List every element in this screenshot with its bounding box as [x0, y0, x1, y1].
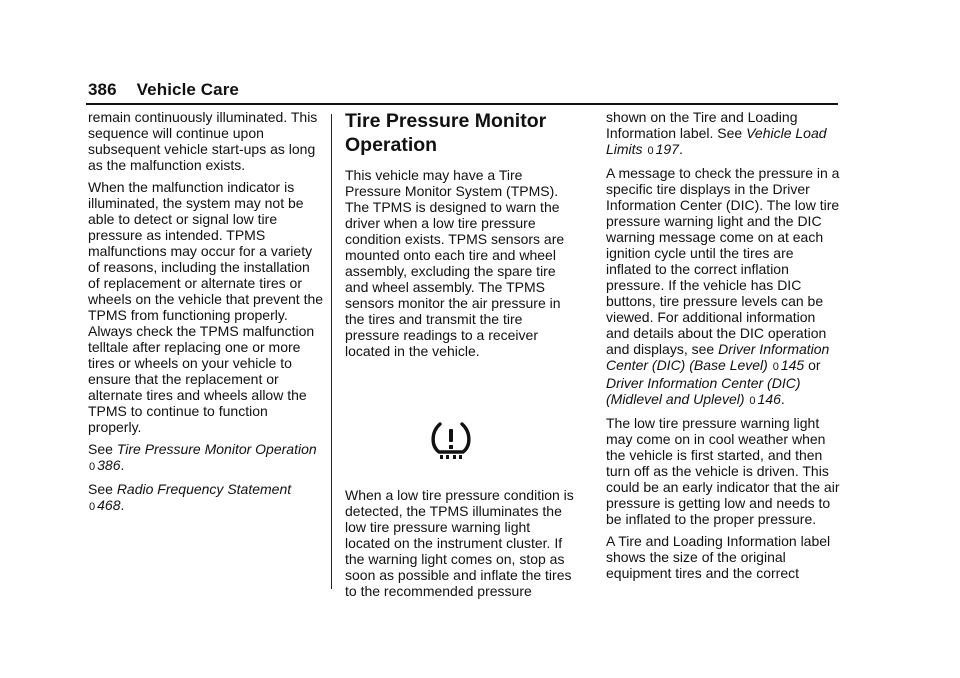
paragraph: When the malfunction indicator is illuminated, the system may not be able to detect or signal low tire pressure as intended. TPMS malfunctions may occur for a variety of reasons, including the installation of replacement or alternate tires or wheels on the vehicle that prevent the TPMS from functioning properly. Always check the TPMS malfunction telltale after replacing one or more tires or wheels on your vehicle to ensure that the replacement or alternate tires and wheels allow the TPMS to continue to function properly. — [88, 179, 324, 435]
cross-reference-link[interactable]: Radio Frequency Statement 0 468 — [89, 481, 292, 513]
paragraph: A Tire and Loading Information label shows the size of the original equipment tires and the correct — [606, 533, 831, 581]
cross-reference-link[interactable]: Vehicle Load Limits 0 197 — [606, 125, 827, 157]
column-divider — [331, 114, 332, 589]
section-heading: Tire Pressure Monitor Operation — [345, 110, 547, 156]
page-header — [88, 80, 239, 100]
cross-reference-link[interactable]: Driver Information Center (DIC) (Base Level) 0 145 — [606, 341, 830, 373]
cross-reference-link[interactable]: Driver Information Center (DIC) (Midlevel and Uplevel) 0 146 — [606, 375, 801, 407]
paragraph: shown on the Tire and Loading Information label. See Vehicle Load Limits 0 197. — [606, 109, 827, 157]
cross-reference: See Tire Pressure Monitor Operation 0 386. — [88, 441, 317, 473]
page-number: 386 — [88, 80, 117, 99]
right-column — [606, 109, 842, 587]
section-title: Vehicle Care — [136, 80, 239, 99]
middle-column — [345, 109, 577, 605]
header-divider — [86, 103, 838, 105]
page-arrow-icon: 0 — [647, 145, 654, 157]
page-arrow-icon: 0 — [749, 395, 756, 407]
low-tire-pressure-warning-icon — [429, 419, 473, 463]
left-column — [88, 109, 324, 521]
paragraph: The low tire pressure warning light may come on in cool weather when the vehicle is first started, and then turn off as the vehicle is driven. This could be an early indicator that the air pressure is getting low and needs to be inflated to the proper pressure. — [606, 415, 840, 527]
paragraph: remain continuously illuminated. This sequence will continue upon subsequent vehicle start-ups as long as the malfunction exists. — [88, 109, 318, 173]
page-arrow-icon: 0 — [89, 501, 96, 513]
cross-reference-link[interactable]: Tire Pressure Monitor Operation 0 386 — [89, 441, 317, 473]
paragraph: This vehicle may have a Tire Pressure Monitor System (TPMS). The TPMS is designed to warn the driver when a low tire pressure condition exists. TPMS sensors are mounted onto each tire and wheel assembly, excluding the spare tire and wheel assembly. The TPMS sensors monitor the air pressure in the tires and transmit the tire pressure readings to a receiver located in the vehicle. — [345, 167, 565, 359]
page-arrow-icon: 0 — [772, 361, 779, 373]
paragraph: A message to check the pressure in a specific tire displays in the Driver Information Center (DIC). The low tire pressure warning light and the DIC warning message come on at each ignition cycle until the tires are inflated to the correct inflation pressure. If the vehicle has DIC buttons, tire pressure levels can be viewed. For additional information and details about the DIC operation and displays, see Driver Information Center (DIC) (Base Level) 0 145 or Driver Information Center (DIC) (Midlevel and Uplevel) 0 146. — [606, 165, 840, 407]
page-arrow-icon: 0 — [89, 461, 96, 473]
cross-reference: See Radio Frequency Statement 0 468. — [88, 481, 292, 513]
paragraph: When a low tire pressure condition is detected, the TPMS illuminates the low tire pressure warning light located on the instrument cluster. If the warning light comes on, stop as soon as possible and inflate the tires to the recommended pressure — [345, 487, 574, 599]
